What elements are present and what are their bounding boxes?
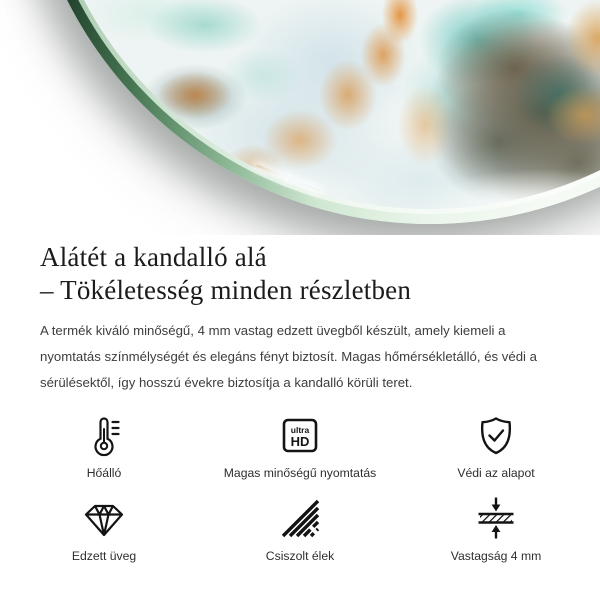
feature-heat-resistant — [6, 410, 202, 480]
svg-text:HD: HD — [290, 434, 310, 450]
feature-thickness — [398, 493, 594, 563]
product-description: A termék kiváló minőségű, 4 mm vastag edzett üvegből készült, amely kiemeli a nyomtatás színmélységét és elegáns fényt biztosít. Magas hőmérsékletálló, és védi a sérülésektől, így hosszú évekre biztosítja a kandalló körüli teret. — [40, 323, 537, 390]
feature-base-protection — [398, 410, 594, 480]
diamond-icon — [81, 493, 127, 541]
ultra-hd-icon — [277, 410, 323, 458]
title-line-1: Alátét a kandalló alá — [40, 242, 267, 272]
feature-label: Csiszolt élek — [265, 549, 335, 564]
title-line-2: – Tökéletesség minden részletben — [40, 275, 412, 305]
product-image — [0, 0, 600, 235]
thermometer-icon — [81, 410, 127, 458]
page-title — [40, 241, 560, 307]
feature-label: Vastagság 4 mm — [450, 549, 542, 564]
feature-print-quality — [202, 410, 398, 480]
feature-polished-edges — [202, 493, 398, 563]
feature-label: Védi az alapot — [457, 466, 535, 481]
feature-tempered-glass — [6, 493, 202, 563]
features-grid — [6, 410, 594, 563]
svg-text:ultra: ultra — [290, 425, 310, 436]
feature-label: Hőálló — [86, 466, 122, 481]
thickness-icon — [473, 493, 519, 541]
shield-check-icon — [473, 410, 519, 458]
feature-label: Edzett üveg — [71, 549, 137, 564]
polished-edge-icon — [277, 493, 323, 541]
feature-label: Magas minőségű nyomtatás — [223, 466, 377, 481]
